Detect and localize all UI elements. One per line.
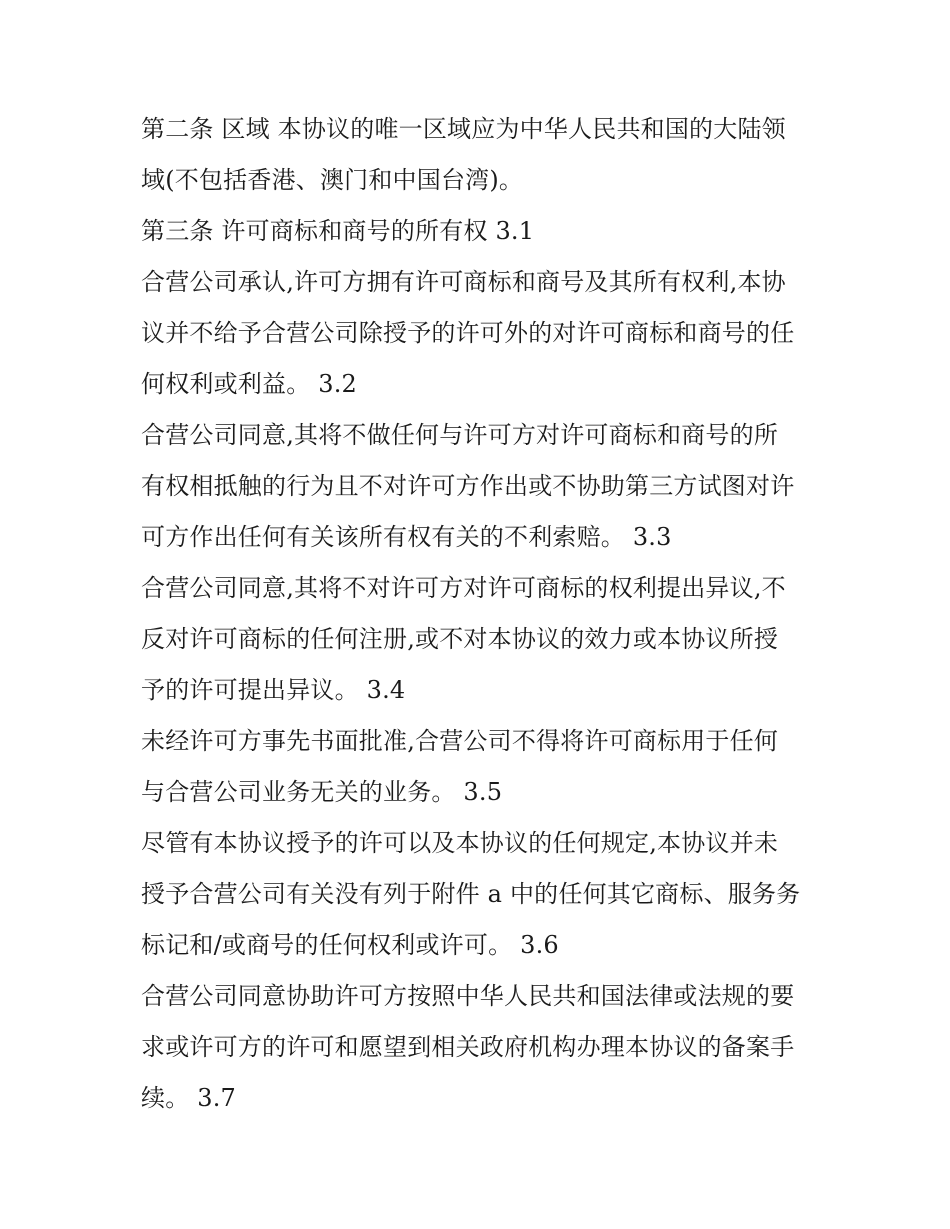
text-line: 合营公司承认,许可方拥有许可商标和商号及其所有权利,本协	[141, 268, 786, 296]
text-line: 议并不给予合营公司除授予的许可外的对许可商标和商号的任	[141, 319, 795, 347]
text-line: 有权相抵触的行为且不对许可方作出或不协助第三方试图对许	[141, 472, 795, 500]
text-line: 予的许可提出异议。 3.4	[141, 676, 406, 704]
text-line: 合营公司同意,其将不对许可方对许可商标的权利提出异议,不	[141, 574, 786, 602]
text-line: 可方作出任何有关该所有权有关的不利索赔。 3.3	[141, 523, 672, 551]
text-line: 第二条 区域 本协议的唯一区域应为中华人民共和国的大陆领	[141, 115, 786, 143]
text-line: 尽管有本协议授予的许可以及本协议的任何规定,本协议并未	[141, 829, 779, 857]
text-line: 续。 3.7	[141, 1084, 236, 1112]
text-line: 与合营公司业务无关的业务。 3.5	[141, 778, 503, 806]
text-line: 第三条 许可商标和商号的所有权 3.1	[141, 217, 535, 245]
text-line: 未经许可方事先书面批准,合营公司不得将许可商标用于任何	[141, 727, 779, 755]
document-body	[141, 104, 821, 1124]
text-line: 求或许可方的许可和愿望到相关政府机构办理本协议的备案手	[141, 1033, 795, 1061]
text-line: 标记和/或商号的任何权利或许可。 3.6	[141, 931, 559, 959]
text-line: 合营公司同意协助许可方按照中华人民共和国法律或法规的要	[141, 982, 795, 1010]
text-line: 何权利或利益。 3.2	[141, 370, 357, 398]
text-line: 域(不包括香港、澳门和中国台湾)。	[141, 166, 524, 194]
text-line: 授予合营公司有关没有列于附件 a 中的任何其它商标、服务务	[141, 880, 801, 908]
text-line: 合营公司同意,其将不做任何与许可方对许可商标和商号的所	[141, 421, 779, 449]
text-line: 反对许可商标的任何注册,或不对本协议的效力或本协议所授	[141, 625, 779, 653]
